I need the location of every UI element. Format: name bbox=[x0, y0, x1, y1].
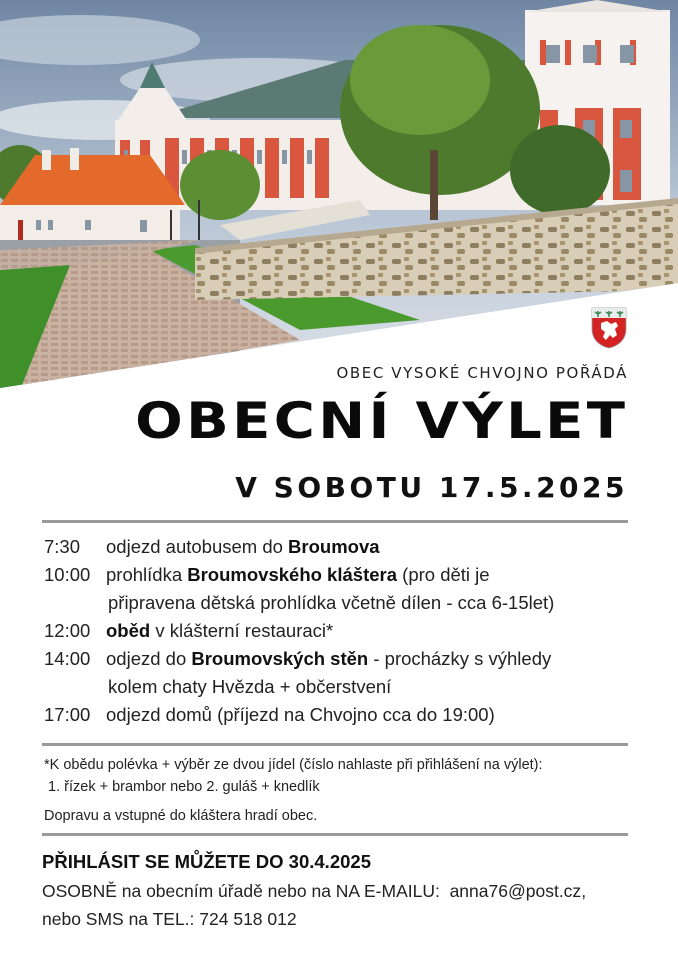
schedule-time: 7:30 bbox=[44, 536, 81, 557]
divider-top bbox=[42, 520, 628, 523]
schedule-item bbox=[44, 645, 644, 673]
schedule-time: 10:00 bbox=[44, 564, 91, 585]
divider-middle bbox=[42, 743, 628, 746]
schedule-time: 12:00 bbox=[44, 620, 91, 641]
schedule-text: oběd v klášterní restauraci* bbox=[106, 620, 334, 641]
schedule-time: 17:00 bbox=[44, 704, 91, 725]
schedule-item bbox=[44, 701, 644, 729]
schedule-time: 14:00 bbox=[44, 648, 91, 669]
schedule-item bbox=[44, 533, 644, 561]
transport-note: Dopravu a vstupné do kláštera hradí obec. bbox=[44, 808, 318, 824]
schedule-text: odjezd domů (příjezd na Chvojno cca do 19:00) bbox=[106, 704, 495, 725]
organizer-line: OBEC VYSOKÉ CHVOJNO POŘÁDÁ bbox=[336, 364, 628, 382]
lunch-note-line: *K obědu polévka + výběr ze dvou jídel (číslo nahlaste při přihlášení na výlet): bbox=[44, 757, 543, 773]
phone-number[interactable]: 724 518 012 bbox=[199, 909, 297, 929]
schedule-text: odjezd do Broumovských stěn - procházky s výhledy bbox=[106, 648, 552, 669]
divider-bottom bbox=[42, 833, 628, 836]
page-title: OBECNÍ VÝLET bbox=[134, 392, 628, 450]
schedule-item bbox=[44, 561, 644, 589]
email-link[interactable]: anna76@post.cz bbox=[449, 881, 582, 901]
schedule-item bbox=[44, 617, 644, 645]
schedule-continuation: kolem chaty Hvězda + občerstvení bbox=[108, 676, 392, 697]
lunch-note-options: 1. řízek + brambor nebo 2. guláš + knedlík bbox=[44, 779, 320, 795]
schedule bbox=[44, 533, 644, 729]
coat-of-arms-icon bbox=[591, 307, 627, 349]
schedule-text: odjezd autobusem do Broumova bbox=[106, 536, 380, 557]
registration-sms-line: nebo SMS na TEL.: 724 518 012 bbox=[42, 909, 297, 929]
schedule-continuation: připravena dětská prohlídka včetně dílen - cca 6-15let) bbox=[108, 592, 555, 613]
hero-photo bbox=[0, 0, 678, 390]
schedule-text: prohlídka Broumovského kláštera (pro děti je bbox=[106, 564, 490, 585]
registration-contact-line: OSOBNĚ na obecním úřadě nebo na NA E-MAILU: anna76@post.cz, bbox=[42, 881, 587, 901]
event-date: V SOBOTU 17.5.2025 bbox=[235, 471, 628, 504]
registration-deadline: PŘIHLÁSIT SE MŮŽETE DO 30.4.2025 bbox=[42, 851, 371, 872]
lunch-note bbox=[44, 754, 543, 798]
